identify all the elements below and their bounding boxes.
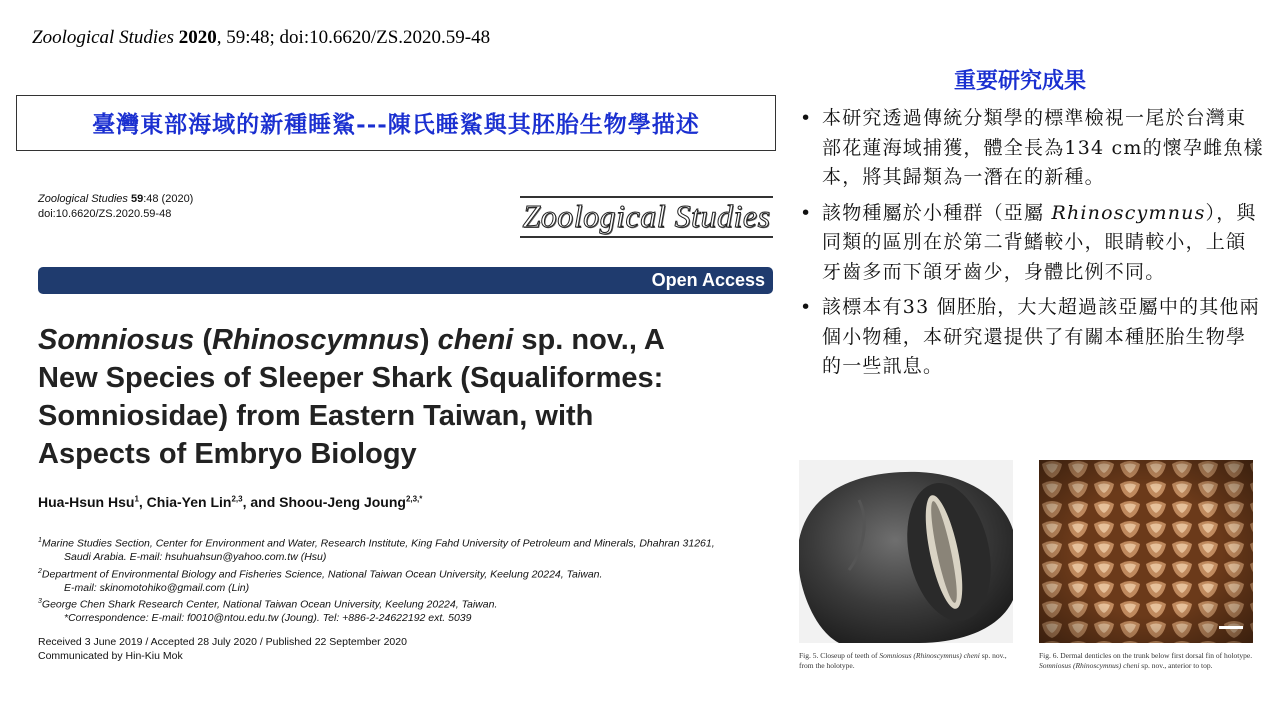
meta-rest: :48 (2020) bbox=[143, 193, 194, 205]
author-1: Hua-Hsun Hsu bbox=[38, 494, 135, 510]
title-rest: sp. nov., A bbox=[513, 324, 665, 356]
caption-text: Fig. 6. Dermal denticles on the trunk below first dorsal fin of holotype. bbox=[1039, 651, 1253, 660]
affiliation-sup: 1 bbox=[38, 537, 42, 544]
bullet-icon: • bbox=[800, 296, 813, 318]
title-line-1 bbox=[38, 321, 783, 359]
finding-text-post: ），與同類的區別在於第二背鰭較小，眼睛較小，上頜牙齒多而下頜牙齒少，身體比例不同。 bbox=[822, 201, 1257, 283]
banner-title-box bbox=[16, 95, 776, 151]
author-3: , and Shoou-Jeng Joung bbox=[242, 494, 406, 510]
affiliation-sup: 3 bbox=[38, 598, 42, 605]
meta-journal: Zoological Studies bbox=[38, 193, 128, 205]
open-access-bar bbox=[38, 267, 773, 294]
author-list bbox=[38, 494, 422, 510]
author-1-sup: 1 bbox=[134, 494, 139, 504]
affiliation-text: George Chen Shark Research Center, National Taiwan Ocean University, Keelung 20224, Taiwan. bbox=[41, 598, 498, 611]
title-open-paren: ( bbox=[194, 324, 213, 356]
citation-journal: Zoological Studies bbox=[32, 27, 174, 48]
meta-volume: 59 bbox=[130, 193, 144, 205]
caption-italic: Somniosus (Rhinoscymnus) cheni bbox=[879, 651, 980, 660]
figure-caption bbox=[1039, 651, 1257, 670]
findings-list bbox=[800, 104, 1265, 388]
citation-year: 2020 bbox=[178, 27, 217, 48]
bullet-icon: • bbox=[800, 107, 813, 129]
affiliation-text: E-mail: skinomotohiko@gmail.com (Lin) bbox=[64, 581, 250, 594]
bullet-icon: • bbox=[800, 201, 813, 224]
citation-rest: , 59:48; doi:10.6620/ZS.2020.59-48 bbox=[216, 27, 491, 48]
logo-rule-bottom bbox=[520, 236, 773, 238]
finding-item bbox=[800, 293, 1265, 382]
citation-line bbox=[32, 27, 490, 49]
finding-item bbox=[800, 104, 1265, 193]
title-line-4: Aspects of Embryo Biology bbox=[38, 438, 417, 470]
affiliation-text: *Correspondence: E-mail: f0010@ntou.edu.tw (Joung). Tel: +886-2-24622192 ext. 5039 bbox=[64, 612, 472, 624]
affiliation-2 bbox=[38, 565, 783, 596]
title-species: cheni bbox=[437, 324, 514, 356]
title-line-3: Somniosidae) from Eastern Taiwan, with bbox=[38, 400, 594, 432]
banner-title: 臺灣東部海域的新種睡鯊---陳氏睡鯊與其胚胎生物學描述 bbox=[92, 111, 700, 138]
finding-text-pre: 該物種屬於小種群（亞屬 bbox=[822, 201, 1052, 224]
finding-text: 本研究透過傳統分類學的標準檢視一尾於台灣東部花蓮海域捕獲，體全長為134 cm的懷孕雌魚樣本，將其歸類為一潛在的新種。 bbox=[822, 107, 1264, 188]
affiliations bbox=[38, 534, 783, 626]
received-line: Received 3 June 2019 / Accepted 28 July 2020 / Published 22 September 2020 bbox=[38, 636, 407, 648]
author-2-sup: 2,3 bbox=[231, 494, 243, 504]
title-subgenus: Rhinoscymnus bbox=[212, 324, 420, 356]
paper-title bbox=[38, 321, 783, 473]
affiliation-1 bbox=[38, 534, 783, 565]
title-genus: Somniosus bbox=[38, 324, 195, 356]
figure-denticles-photo bbox=[1039, 460, 1253, 643]
finding-text: 該標本有33 個胚胎，大大超過該亞屬中的其他兩個小物種，本研究還提供了有關本種胚胎生物學的一些訊息。 bbox=[822, 296, 1260, 377]
findings-heading: 重要研究成果 bbox=[953, 68, 1086, 94]
caption-italic: Somniosus (Rhinoscymnus) cheni bbox=[1039, 660, 1140, 670]
communicated-line: Communicated by Hin-Kiu Mok bbox=[38, 649, 183, 662]
affiliation-3 bbox=[38, 595, 783, 626]
affiliation-text: Department of Environmental Biology and Fisheries Science, National Taiwan Ocean University, Keelung 20224, Taiwan. bbox=[41, 568, 603, 580]
author-3-sup: 2,3,* bbox=[405, 494, 423, 504]
publication-dates bbox=[38, 636, 407, 663]
author-2: , Chia-Yen Lin bbox=[138, 494, 232, 510]
journal-line bbox=[38, 192, 193, 207]
caption-text: sp. nov., from the holotype. bbox=[799, 651, 1007, 670]
doi-line: doi:10.6620/ZS.2020.59-48 bbox=[38, 208, 172, 220]
finding-text-italic: Rhinoscymnus bbox=[1051, 201, 1206, 224]
title-close-paren: ) bbox=[419, 324, 438, 356]
journal-logo bbox=[520, 194, 773, 240]
logo-text: Zoological Studies bbox=[522, 198, 771, 234]
affiliation-text: Marine Studies Section, Center for Environment and Water, Research Institute, King Fahd University of Petroleum and Minerals, Dhahran 31261, bbox=[41, 537, 715, 550]
title-line-2: New Species of Sleeper Shark (Squaliformes: bbox=[38, 362, 664, 394]
caption-text: Fig. 5. Closeup of teeth of bbox=[799, 651, 880, 660]
finding-item bbox=[800, 199, 1265, 288]
affiliation-text: Saudi Arabia. E-mail: hsuhuahsun@yahoo.com.tw (Hsu) bbox=[64, 551, 327, 563]
figure-teeth-photo bbox=[799, 460, 1013, 643]
paper-meta bbox=[38, 192, 193, 222]
open-access-label: Open Access bbox=[651, 270, 765, 290]
caption-text: sp. nov., anterior to top. bbox=[1139, 660, 1213, 670]
affiliation-sup: 2 bbox=[38, 567, 42, 575]
figure-caption bbox=[799, 651, 1017, 670]
